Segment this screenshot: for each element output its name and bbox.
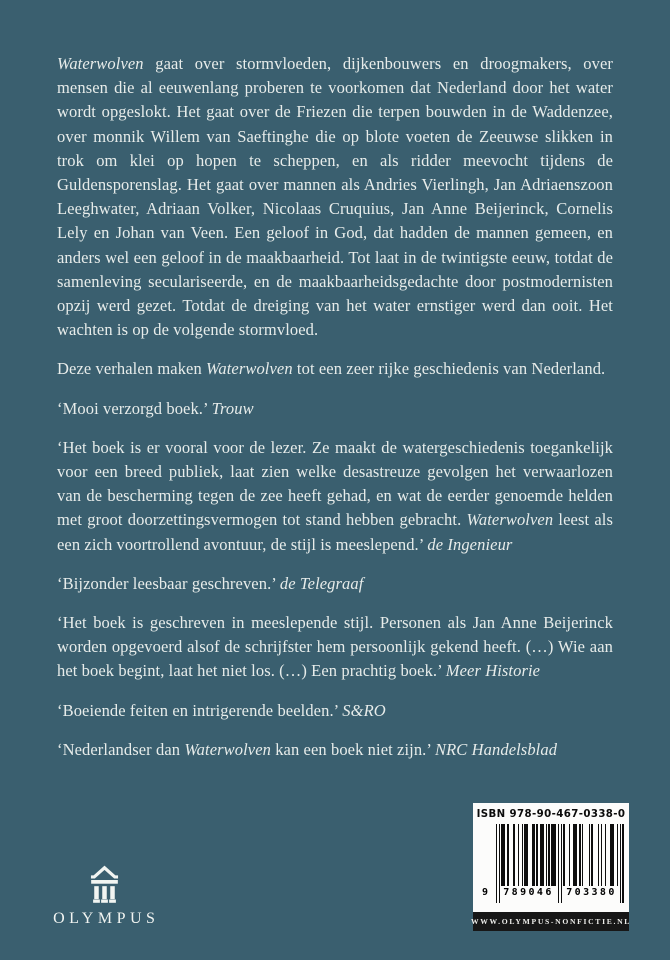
barcode-digit-leading: 9: [482, 887, 489, 898]
quote-trouw: ‘Mooi verzorgd boek.’ Trouw: [57, 398, 254, 418]
summary-line: Deze verhalen maken Waterwolven tot een zeer rijke geschiedenis van Nederland.: [57, 359, 606, 379]
quote-de-ingenieur: ‘Het boek is er vooral voor de lezer. Ze maakt de watergeschiedenis toegankelijk voor een breed publiek, laat zien welke desastreuze gevolgen het verwaarlozen van de bescherming tegen de zee heeft gehad, en wat de eerder genoemde helden met groot doorzettingsvermogen tot stand hebben gebracht. Waterwolven leest als een zich voortrollend avontuur, de stijl is meeslepend.’ de Ingenieur: [57, 437, 613, 554]
publisher-name: OLYMPUS: [53, 910, 160, 927]
quote-sro: ‘Boeiende feiten en intrigerende beelden.’ S&RO: [57, 700, 386, 720]
quote-de-telegraaf: ‘Bijzonder leesbaar geschreven.’ de Telegraaf: [57, 573, 364, 593]
blurb-and-quotes: [57, 52, 613, 777]
quote-meer-historie: ‘Het boek is geschreven in meeslepende stijl. Personen als Jan Anne Beijerinck worden opgevoerd alsof de schrijfster hem persoonlijk gekend heeft. (…) Wie aan het boek begint, laat het niet los. (…) Een prachtig boek.’ Meer Historie: [57, 613, 613, 681]
barcode-digits-left-group: 789046: [503, 887, 554, 898]
publisher-logo: [40, 864, 168, 928]
barcode-digits: [482, 887, 624, 903]
publisher-website: WWW.OLYMPUS-NONFICTIE.NL: [473, 912, 629, 931]
quote-nrc-handelsblad: ‘Nederlandser dan Waterwolven kan een boek niet zijn.’ NRC Handelsblad: [57, 739, 558, 759]
temple-icon: [89, 864, 120, 903]
isbn-label: ISBN 978-90-467-0338-0: [476, 809, 626, 820]
barcode-panel: [473, 803, 629, 912]
barcode-image: [482, 824, 624, 903]
blurb-paragraph: Waterwolven gaat over stormvloeden, dijkenbouwers en droogmakers, over mensen die al eeuwenlang proberen te voorkomen dat Nederland door het water wordt opgeslokt. Het gaat over de Friezen die terpen bouwden in de Waddenzee, over monnik Willem van Saeftinghe die op blote voeten de Zeeuwse slikken in trok om klei op hopen te scheppen, en als ridder meevocht tijdens de Guldensporenslag. Het gaat over mannen als Andries Vierlingh, Jan Adriaenszoon Leeghwater, Adriaan Volker, Nicolaas Cruquius, Jan Anne Beijerinck, Cornelis Lely en Johan van Veen. Een geloof in God, dat hadden de mannen gemeen, en anders wel een geloof in de maakbaarheid. Tot laat in de twintigste eeuw, totdat de samenleving seculariseerde, en de maakbaarheidsgedachte door postmodernisten opzij werd gezet. Totdat de dreiging van het water ernstiger werd dan ooit. Het wachten is op de volgende stormvloed.: [57, 54, 613, 340]
barcode-digits-right-group: 703380: [566, 887, 617, 898]
isbn-barcode: [470, 803, 632, 931]
